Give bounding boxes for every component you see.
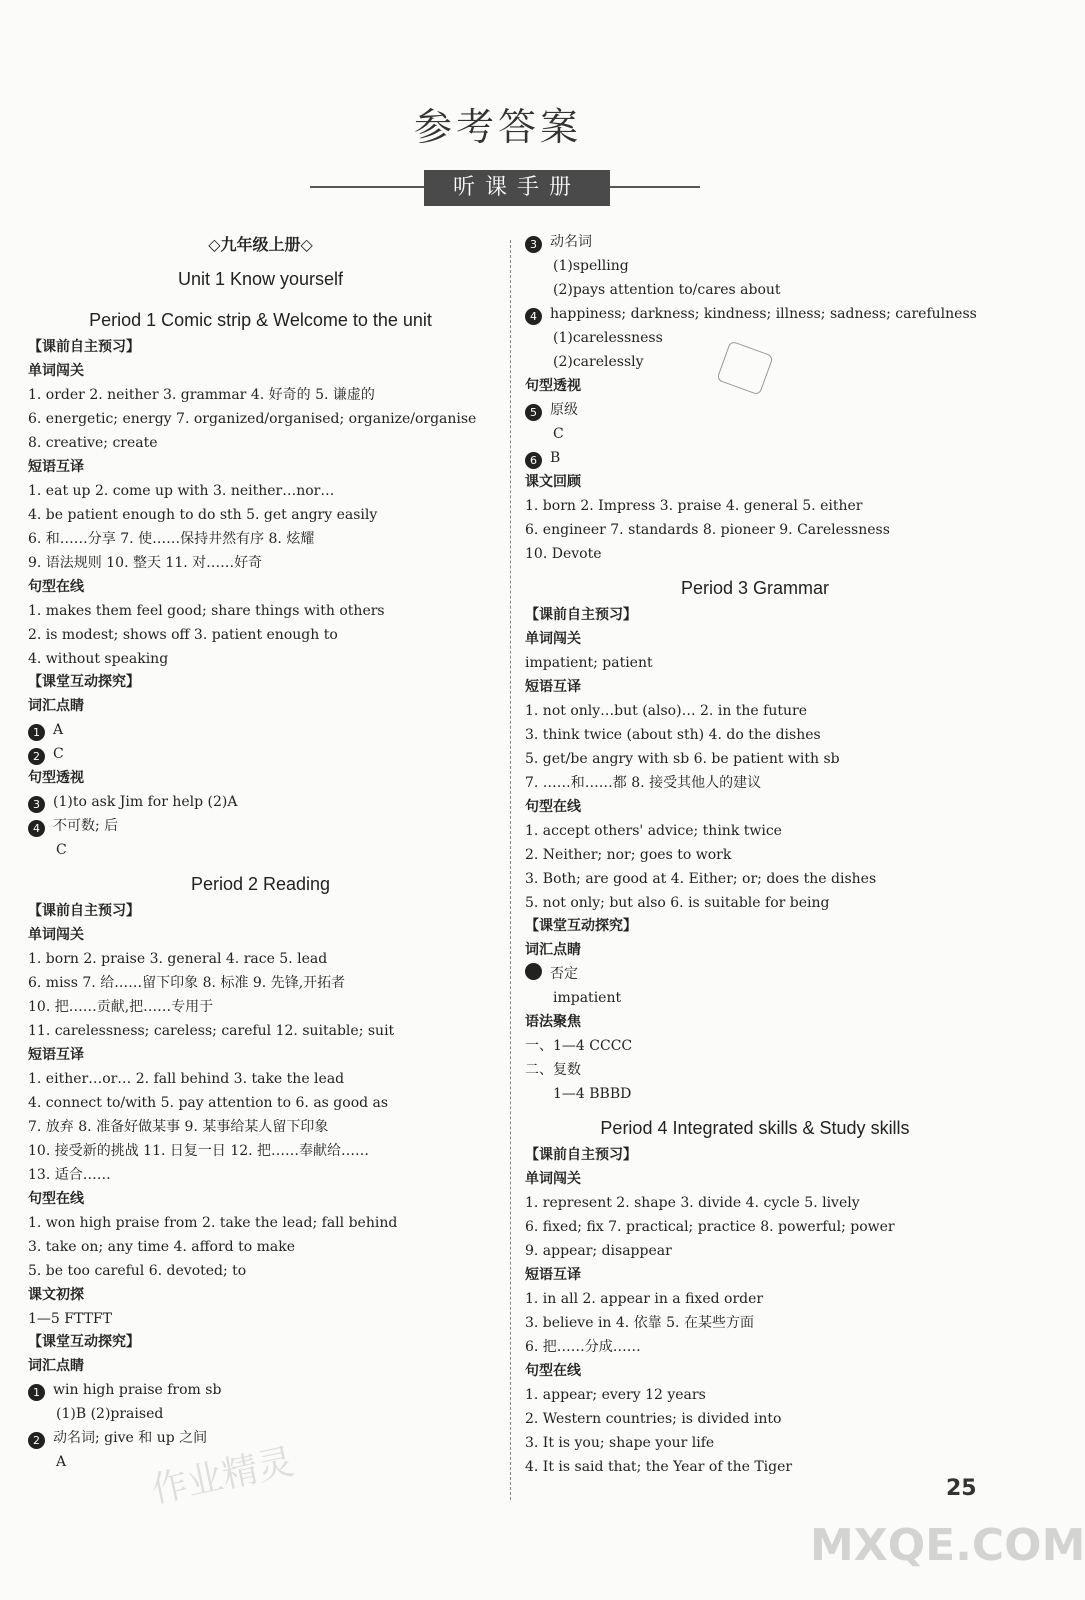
answer-line: 10. 把……贡献,把……专用于 xyxy=(28,999,214,1015)
subsection-heading: 课文初探 xyxy=(28,1287,84,1303)
subsection-heading: 短语互译 xyxy=(525,1267,581,1283)
numbered-answer xyxy=(28,790,493,814)
number-badge: 1 xyxy=(28,724,45,741)
answer-line: 8. creative; create xyxy=(28,435,158,451)
numbered-answer xyxy=(525,230,985,254)
answer-text: 原级 xyxy=(550,402,578,418)
subsection-heading: 句型透视 xyxy=(28,770,84,786)
answer-line: 4. connect to/with 5. pay attention to 6. as good as xyxy=(28,1095,389,1111)
answer-line: 1. born 2. praise 3. general 4. race 5. lead xyxy=(28,951,328,967)
period-heading: Period 4 Integrated skills & Study skills xyxy=(600,1118,910,1138)
number-badge: 6 xyxy=(525,452,542,469)
subsection-heading: 句型透视 xyxy=(525,378,581,394)
subsection-heading: 词汇点睛 xyxy=(28,698,84,714)
subsection-heading: 短语互译 xyxy=(28,1047,84,1063)
answer-line: 5. not only; but also 6. is suitable for being xyxy=(525,895,830,911)
number-badge: 2 xyxy=(28,1432,45,1449)
answer-line: 1. appear; every 12 years xyxy=(525,1387,706,1403)
answer-line: 4. be patient enough to do sth 5. get angry easily xyxy=(28,507,378,523)
period-heading: Period 3 Grammar xyxy=(680,578,830,598)
number-badge: 2 xyxy=(28,748,45,765)
number-badge: 3 xyxy=(525,236,542,253)
page-number: 25 xyxy=(946,1476,977,1501)
period-heading: Period 1 Comic strip & Welcome to the unit xyxy=(89,310,432,330)
subsection-heading: 语法聚焦 xyxy=(525,1014,581,1030)
section-banner: 听课手册 xyxy=(424,170,610,206)
answer-line: 10. Devote xyxy=(525,546,602,562)
answer-line: 4. It is said that; the Year of the Tiger xyxy=(525,1459,793,1475)
subsection-heading: 句型在线 xyxy=(525,799,581,815)
answer-line: 一、1—4 CCCC xyxy=(525,1038,633,1054)
number-badge: 4 xyxy=(525,308,542,325)
answer-line: 1. accept others' advice; think twice xyxy=(525,823,782,839)
numbered-answer xyxy=(28,742,493,766)
numbered-answer xyxy=(525,302,985,326)
answer-line: 2. Neither; nor; goes to work xyxy=(525,847,732,863)
answer-text: B xyxy=(550,450,561,466)
section-heading: 【课前自主预习】 xyxy=(28,903,140,919)
answer-line: 3. think twice (about sth) 4. do the dishes xyxy=(525,727,821,743)
subsection-heading: 短语互译 xyxy=(525,679,581,695)
period-heading: Period 2 Reading xyxy=(190,874,331,894)
answer-line: impatient xyxy=(553,990,622,1006)
answer-line: 6. 和……分享 7. 使……保持井然有序 8. 炫耀 xyxy=(28,531,315,547)
answer-line: 1. born 2. Impress 3. praise 4. general 5. either xyxy=(525,498,863,514)
number-badge xyxy=(525,963,542,980)
subsection-heading: 课文回顾 xyxy=(525,474,581,490)
answer-line: 1. in all 2. appear in a fixed order xyxy=(525,1291,764,1307)
answer-text: 否定 xyxy=(550,966,578,982)
column-divider xyxy=(510,240,511,1500)
left-column xyxy=(28,230,493,1474)
answer-line: 7. 放弃 8. 准备好做某事 9. 某事给某人留下印象 xyxy=(28,1119,329,1135)
answer-line: 6. engineer 7. standards 8. pioneer 9. Carelessness xyxy=(525,522,890,538)
answer-line: 3. Both; are good at 4. Either; or; does the dishes xyxy=(525,871,877,887)
answer-line: 9. appear; disappear xyxy=(525,1243,672,1259)
subsection-heading: 句型在线 xyxy=(28,579,84,595)
banner-line-left xyxy=(310,186,424,188)
answer-line: 7. ……和……都 8. 接受其他人的建议 xyxy=(525,775,762,791)
numbered-answer xyxy=(28,814,493,838)
numbered-answer xyxy=(28,1378,493,1402)
answer-line: 1. either…or… 2. fall behind 3. take the lead xyxy=(28,1071,345,1087)
answer-text: A xyxy=(53,722,64,738)
answer-line: 5. be too careful 6. devoted; to xyxy=(28,1263,247,1279)
subsection-heading: 句型在线 xyxy=(525,1363,581,1379)
answer-line: 3. take on; any time 4. afford to make xyxy=(28,1239,295,1255)
grade-heading: ◇九年级上册◇ xyxy=(208,235,313,254)
answer-line: 二、复数 xyxy=(525,1062,581,1078)
section-heading: 【课堂互动探究】 xyxy=(28,674,140,690)
answer-line: 2. is modest; shows off 3. patient enough to xyxy=(28,627,338,643)
watermark-logo: MXQE.COM xyxy=(810,1520,1085,1571)
answer-text: 不可数; 后 xyxy=(53,818,119,834)
answer-line: 3. It is you; shape your life xyxy=(525,1435,715,1451)
answer-line: 9. 语法规则 10. 整天 11. 对……好奇 xyxy=(28,555,263,571)
answer-line: (1)B (2)praised xyxy=(56,1406,164,1422)
subsection-heading: 词汇点睛 xyxy=(525,942,581,958)
answer-line: 1. won high praise from 2. take the lead; fall behind xyxy=(28,1215,398,1231)
answer-line: 6. 把……分成…… xyxy=(525,1339,641,1355)
watermark-text: 作业精灵 xyxy=(147,1441,298,1512)
section-heading: 【课前自主预习】 xyxy=(525,1147,637,1163)
answer-line: 1. not only…but (also)… 2. in the future xyxy=(525,703,807,719)
subsection-heading: 单词闯关 xyxy=(28,363,84,379)
answer-line: (1)spelling xyxy=(553,258,629,274)
number-badge: 1 xyxy=(28,1384,45,1401)
answer-line: 1. eat up 2. come up with 3. neither…nor… xyxy=(28,483,335,499)
right-column xyxy=(525,230,985,1479)
answer-line: (1)carelessness xyxy=(553,330,663,346)
answer-line: (2)pays attention to/cares about xyxy=(553,282,781,298)
answer-line: C xyxy=(553,426,564,442)
page-title: 参考答案 xyxy=(413,105,582,149)
answer-text: (1)to ask Jim for help (2)A xyxy=(53,794,238,810)
number-badge: 4 xyxy=(28,820,45,837)
section-heading: 【课前自主预习】 xyxy=(525,607,637,623)
answer-line: 1. order 2. neither 3. grammar 4. 好奇的 5. 谦虚的 xyxy=(28,387,375,403)
answer-line: 1—5 FTTFT xyxy=(28,1311,112,1327)
answer-line: 5. get/be angry with sb 6. be patient with sb xyxy=(525,751,840,767)
answer-line: 1. represent 2. shape 3. divide 4. cycle 5. lively xyxy=(525,1195,860,1211)
number-badge: 3 xyxy=(28,796,45,813)
answer-line: impatient; patient xyxy=(525,655,653,671)
answer-text: happiness; darkness; kindness; illness; sadness; carefulness xyxy=(550,306,977,322)
section-heading: 【课前自主预习】 xyxy=(28,339,140,355)
answer-line: 13. 适合…… xyxy=(28,1167,111,1183)
answer-line: 2. Western countries; is divided into xyxy=(525,1411,782,1427)
answer-line: 1. makes them feel good; share things with others xyxy=(28,603,385,619)
answer-text: win high praise from sb xyxy=(53,1382,222,1398)
answer-line: 6. miss 7. 给……留下印象 8. 标准 9. 先锋,开拓者 xyxy=(28,975,346,991)
answer-line: 10. 接受新的挑战 11. 日复一日 12. 把……奉献给…… xyxy=(28,1143,370,1159)
answer-text: C xyxy=(53,746,64,762)
subsection-heading: 句型在线 xyxy=(28,1191,84,1207)
answer-line: 11. carelessness; careless; careful 12. suitable; suit xyxy=(28,1023,395,1039)
numbered-answer xyxy=(28,718,493,742)
section-heading: 【课堂互动探究】 xyxy=(28,1334,140,1350)
answer-line: 1—4 BBBD xyxy=(553,1086,632,1102)
banner-line-right xyxy=(610,186,700,188)
answer-text: 动名词 xyxy=(550,234,592,250)
numbered-answer xyxy=(525,446,985,470)
unit-heading: Unit 1 Know yourself xyxy=(177,269,344,289)
subsection-heading: 单词闯关 xyxy=(28,927,84,943)
answer-line: 3. believe in 4. 依靠 5. 在某些方面 xyxy=(525,1315,754,1331)
subsection-heading: 词汇点睛 xyxy=(28,1358,84,1374)
numbered-answer xyxy=(525,962,985,986)
subsection-heading: 单词闯关 xyxy=(525,1171,581,1187)
answer-text: 动名词; give 和 up 之间 xyxy=(53,1430,208,1446)
subsection-heading: 单词闯关 xyxy=(525,631,581,647)
answer-line: 4. without speaking xyxy=(28,651,169,667)
answer-line: 6. energetic; energy 7. organized/organised; organize/organise xyxy=(28,411,477,427)
section-heading: 【课堂互动探究】 xyxy=(525,918,637,934)
answer-line: 6. fixed; fix 7. practical; practice 8. powerful; power xyxy=(525,1219,895,1235)
number-badge: 5 xyxy=(525,404,542,421)
answer-line: (2)carelessly xyxy=(553,354,644,370)
answer-line: A xyxy=(56,1454,67,1470)
answer-line: C xyxy=(56,842,67,858)
subsection-heading: 短语互译 xyxy=(28,459,84,475)
numbered-answer xyxy=(525,398,985,422)
